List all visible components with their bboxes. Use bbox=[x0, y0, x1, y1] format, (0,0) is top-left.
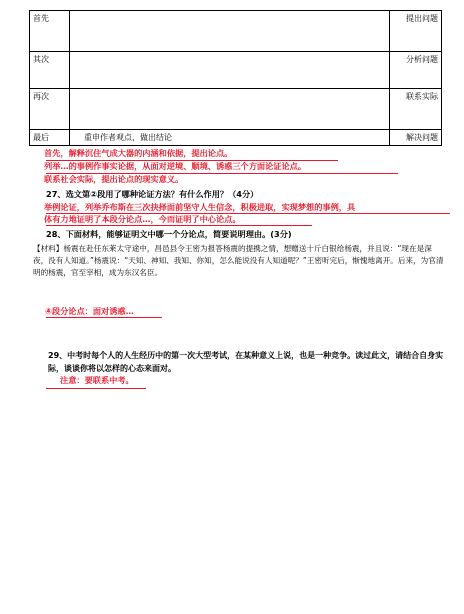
answer-underline bbox=[46, 388, 146, 389]
table-row bbox=[30, 11, 442, 52]
row-label: 再次 bbox=[30, 89, 70, 130]
row-label: 其次 bbox=[30, 52, 70, 89]
answer-28: ④段分论点：面对诱惑… bbox=[45, 306, 134, 316]
answer-underline bbox=[46, 317, 162, 318]
row-function: 解决问题 bbox=[390, 130, 442, 146]
row-content bbox=[70, 89, 390, 130]
question-27: 27、选文第②段用了哪种论证方法？有什么作用？（4分） bbox=[46, 189, 259, 199]
answer-29-note: 注意：要联系中考。 bbox=[60, 375, 134, 385]
structure-table bbox=[29, 10, 442, 146]
question-29: 29、中考时每个人的人生经历中的第一次大型考试，在某种意义上说，也是一种竞争。读过此文，请结合自身实际，谈谈你将以怎样的心态来面对。 bbox=[48, 351, 444, 373]
answer-line: 联系社会实际，提出论点的现实意义。 bbox=[44, 174, 184, 184]
row-function: 分析问题 bbox=[390, 52, 442, 89]
row-label: 最后 bbox=[30, 130, 70, 146]
answer-27-line2: 体有力地证明了本段分论点…，今而证明了中心论点。 bbox=[44, 214, 241, 224]
material-passage: 【材料】杨震在赴任东莱太守途中，昌邑县令王密为报答杨震的提携之情，想赠送十斤白银给杨震，并且说：“现在是深夜，没有人知道。”杨震说：“天知、神知、我知、你知，怎么能说没有人知道呢？”王密听完后，惭愧地离开。后来，为官清明的杨震，官至宰相，成为东汉名臣。 bbox=[33, 244, 444, 277]
row-function: 提出问题 bbox=[390, 11, 442, 52]
answer-27-line1: 举例论证，列举乔布斯在三次抉择面前坚守人生信念，积极进取，实现梦想的事例，具 bbox=[44, 202, 356, 212]
table-row bbox=[30, 89, 442, 130]
answer-underline bbox=[46, 225, 312, 226]
row-content: 重申作者观点，做出结论 bbox=[70, 130, 390, 146]
row-function: 联系实际 bbox=[390, 89, 442, 130]
answer-line: 首先，解释沉住气成大器的内涵和依据，提出论点。 bbox=[44, 148, 233, 158]
answer-line: 列举…的事例作事实论据，从面对逆境、顺境、诱惑三个方面论证论点。 bbox=[44, 161, 307, 171]
table-row bbox=[30, 130, 442, 146]
table-row bbox=[30, 52, 442, 89]
question-28: 28、下面材料，能够证明文中哪一个分论点，简要说明理由。(3分) bbox=[46, 229, 292, 239]
row-content bbox=[70, 52, 390, 89]
row-label: 首先 bbox=[30, 11, 70, 52]
row-content bbox=[70, 11, 390, 52]
